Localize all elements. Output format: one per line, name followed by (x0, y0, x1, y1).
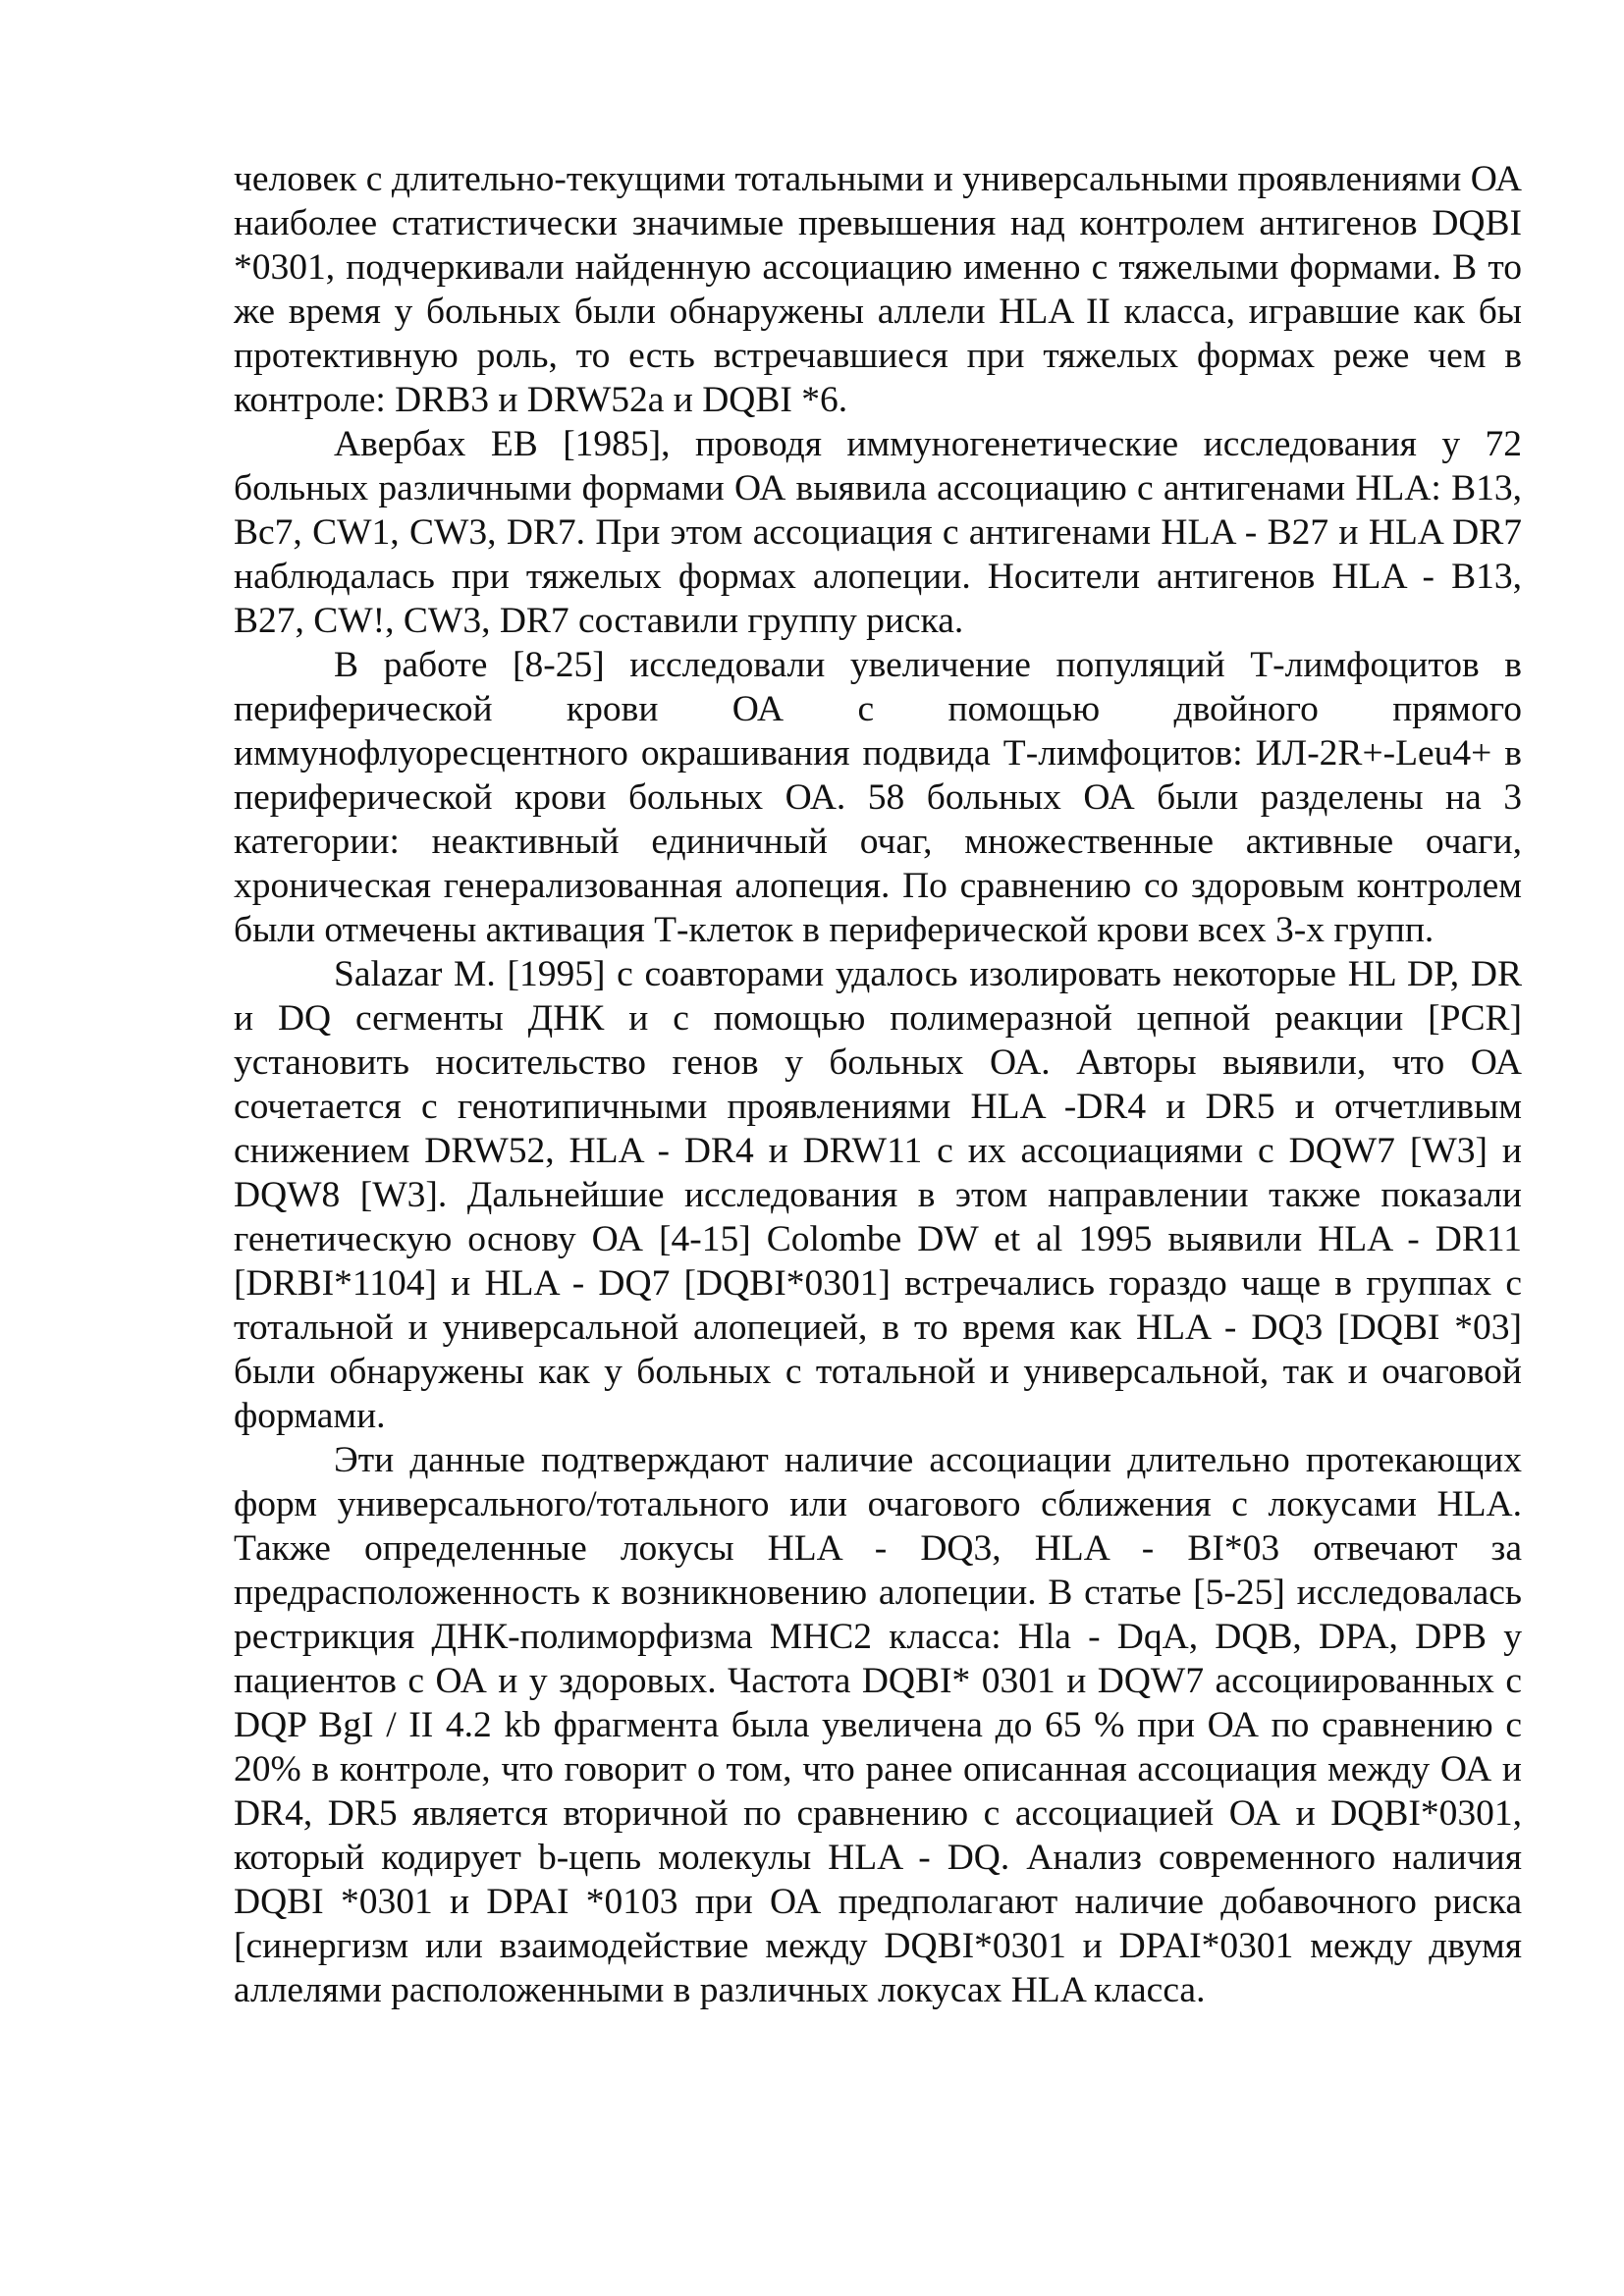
paragraph-1: человек с длительно-текущими тотальными и универсальными проявлениями ОА наиболее статистически значимые превышения над контролем антигенов DQBI *0301, подчеркивали найденную ассоциацию именно с тяжелыми формами. В то же время у больных были обнаружены аллели HLA II класса, игравшие как бы протективную роль, то есть встречавшиеся при тяжелых формах реже чем в контроле: DRB3 и DRW52a и DQBI *6. (234, 159, 1522, 420)
paragraph-2: Авербах ЕВ [1985], проводя иммуногенетические исследования у 72 больных различными формами ОА выявила ассоциацию с антигенами HLA: B13, Bc7, CW1, CW3, DR7. При этом ассоциация с антигенами HLA - B27 и HLA DR7 наблюдалась при тяжелых формах алопеции. Носители антигенов HLA - B13, B27, CW!, CW3, DR7 составили группу риска. (234, 424, 1522, 641)
document-page (234, 157, 1522, 2012)
paragraph-4: Salazar M. [1995] с соавторами удалось изолировать некоторые HL DP, DR и DQ сегменты ДНК и с помощью полимеразной цепной реакции [PCR] установить носительство генов у больных ОА. Авторы выявили, что ОА сочетается с генотипичными проявлениями HLA -DR4 и DR5 и отчетливым снижением DRW52, HLA - DR4 и DRW11 с их ассоциациями с DQW7 [W3] и DQW8 [W3]. Дальнейшие исследования в этом направлении также показали генетическую основу ОА [4-15] Colombe DW et al 1995 выявили HLA - DR11 [DRBI*1104] и HLA - DQ7 [DQBI*0301] встречались гораздо чаще в группах с тотальной и универсальной алопецией, в то время как HLA - DQ3 [DQBI *03] были обнаружены как у больных с тотальной и универсальной, так и очаговой формами. (234, 954, 1522, 1436)
paragraph-5: Эти данные подтверждают наличие ассоциации длительно протекающих форм универсального/тотального или очагового сближения с локусами HLA. Также определенные локусы HLA - DQ3, HLA - BI*03 отвечают за предрасположенность к возникновению алопеции. В статье [5-25] исследовалась рестрикция ДНК-полиморфизма МНС2 класса: Hla - DqA, DQB, DPA, DPB у пациентов с ОА и у здоровых. Частота DQBI* 0301 и DQW7 ассоциированных с DQP BgI / II 4.2 kb фрагмента была увеличена до 65 % при ОА по сравнению с 20% в контроле, что говорит о том, что ранее описанная ассоциация между ОА и DR4, DR5 является вторичной по сравнению с ассоциацией ОА и DQBI*0301, который кодирует b-цепь молекулы HLA - DQ. Анализ современного наличия DQBI *0301 и DPAI *0103 при ОА предполагают наличие добавочного риска [синергизм или взаимодействие между DQBI*0301 и DPAI*0301 между двумя аллелями расположенными в различных локусах HLA класса. (234, 1440, 1522, 2010)
paragraph-3: В работе [8-25] исследовали увеличение популяций Т-лимфоцитов в периферической крови ОА с помощью двойного прямого иммунофлуоресцентного окрашивания подвида Т-лимфоцитов: ИЛ-2R+-Leu4+ в периферической крови больных ОА. 58 больных ОА были разделены на 3 категории: неактивный единичный очаг, множественные активные очаги, хроническая генерализованная алопеция. По сравнению со здоровым контролем были отмечены активация Т-клеток в периферической крови всех 3-х групп. (234, 645, 1522, 950)
